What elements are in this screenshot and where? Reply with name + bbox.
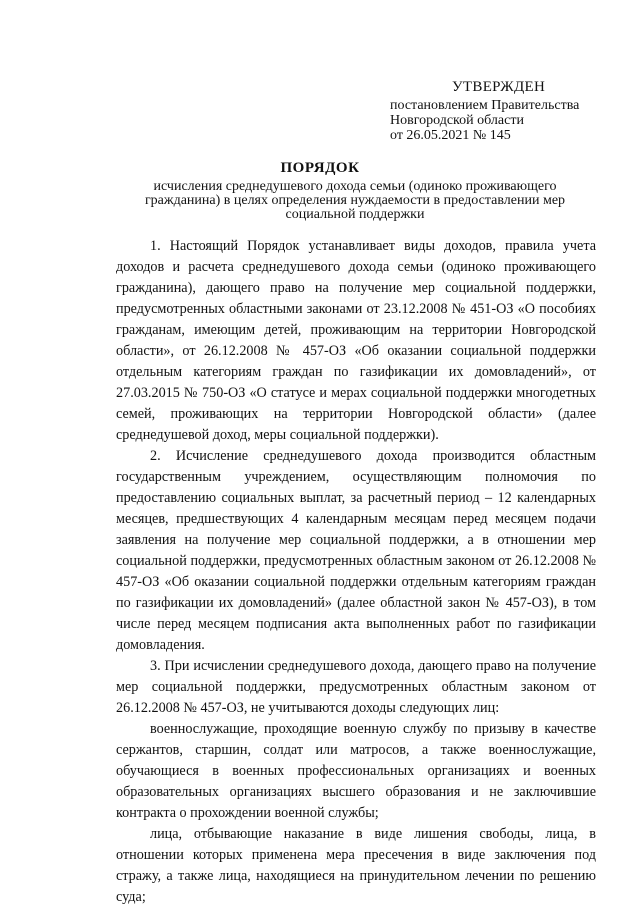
approval-stamp: УТВЕРЖДЕН <box>452 79 546 95</box>
approval-line-1: постановлением Правительства <box>390 98 580 113</box>
paragraph-3: 3. При исчислении среднедушевого дохода, дающего право на получение мер социальной поддержки, предусмотренных областным законом от 26.12.2008 № 457-ОЗ, не учитываются доходы следующих лиц: <box>116 658 596 716</box>
paragraph-4: военнослужащие, проходящие военную службу по призыву в качестве сержантов, старшин, солдат или матросов, а также военнослужащие, обучающиеся в военных профессиональных организациях и военных образовательных организациях высшего образования и не заключившие контракта о прохождении военной службы; <box>116 721 596 821</box>
paragraph-1: 1. Настоящий Порядок устанавливает виды доходов, правила учета доходов и расчета среднедушевого дохода семьи (одиноко проживающего гражданина), дающего право на получение мер социальной поддержки, предусмотренных областными законами от 23.12.2008 № 451-ОЗ «О пособиях гражданам, имеющим детей, проживающим на территории Новгородской области», от 26.12.2008 № 457-ОЗ «Об оказании социальной поддержки отдельным категориям граждан по газификации их домовладений», от 27.03.2015 № 750-ОЗ «О статусе и мерах социальной поддержки многодетных семей, проживающих на территории Новгородской области» (далее среднедушевой доход, меры социальной поддержки). <box>116 238 596 443</box>
approval-block <box>390 80 620 143</box>
approval-line-2: Новгородской области <box>390 113 524 128</box>
paragraph-2: 2. Исчисление среднедушевого дохода производится областным государственным учреждением, осуществляющим полномочия по предоставлению социальных выплат, за расчетный период – 12 календарных месяцев, предшествующих 4 календарным месяцам перед месяцем подачи заявления на получение мер социальной поддержки, а в отношении мер социальной поддержки, предусмотренных областным законом от 26.12.2008 № 457-ОЗ «Об оказании социальной поддержки отдельным категориям граждан по газификации их домовладений» (далее областной закон № 457-ОЗ), в том числе перед месяцем подписания акта выполненных работ по газификации домовладения. <box>116 448 596 653</box>
document-title: ПОРЯДОК <box>280 160 360 176</box>
approval-line-3: от 26.05.2021 № 145 <box>390 128 511 143</box>
document-subtitle: исчисления среднедушевого дохода семьи (одиноко проживающего гражданина) в целях определения нуждаемости в предоставлении мер социальной поддержки <box>144 179 566 222</box>
document-body <box>116 236 596 908</box>
paragraph-5: лица, отбывающие наказание в виде лишения свободы, лица, в отношении которых применена мера пресечения в виде заключения под стражу, а также лица, находящиеся на принудительном лечении по решению суда; <box>116 826 596 905</box>
